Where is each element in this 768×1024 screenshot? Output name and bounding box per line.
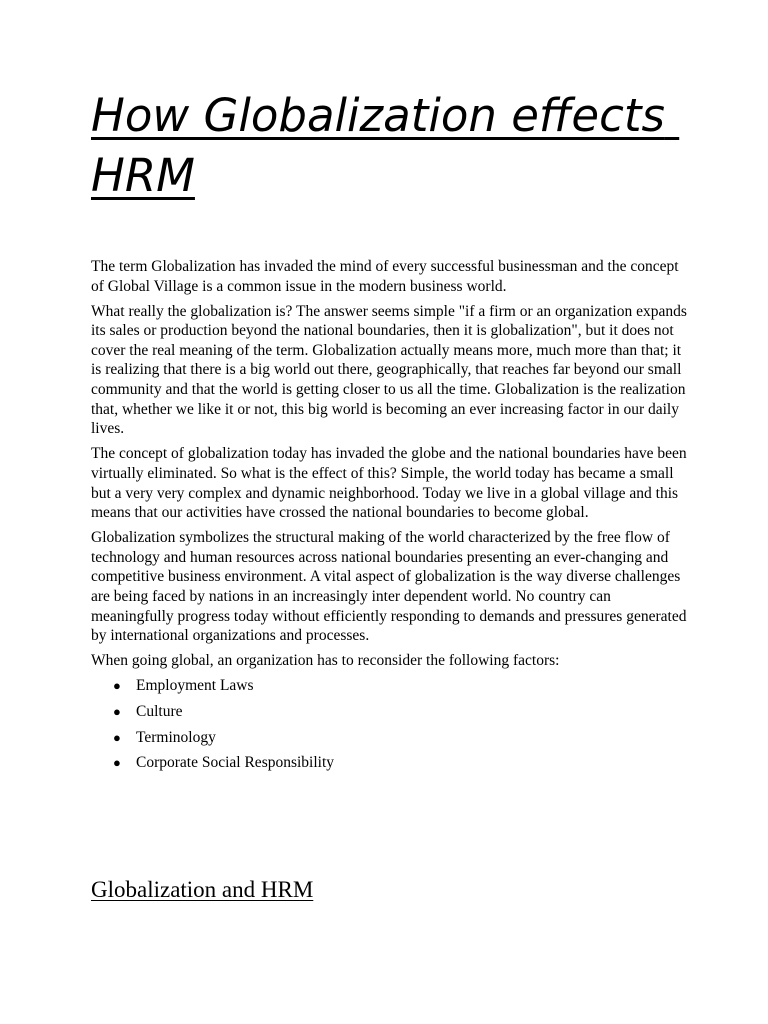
- paragraph-factors-intro: When going global, an organization has to reconsider the following factors:: [91, 652, 560, 670]
- paragraph-definition: What really the globalization is? The answer seems simple "if a firm or an organization expands its sales or production beyond the national boundaries, then it is globalization", but it does not cover the real meaning of the term. Globalization actually means more, much more than that; it is realizing that there is a big world out there, geographically, that reaches far beyond our small community and that the world is getting closer to us all the time. Globalization is the realization that, whether we like it or not, this big world is becoming an ever increasing factor in our daily lives.: [91, 302, 687, 438]
- paragraph-intro: The term Globalization has invaded the mind of every successful businessman and the concept of Global Village is a common issue in the modern business world.: [91, 258, 679, 295]
- section-heading: Globalization and HRM: [91, 877, 314, 902]
- bullet-icon: ●: [113, 703, 121, 719]
- factor-label: Terminology: [136, 728, 216, 746]
- bullet-icon: ●: [113, 678, 121, 694]
- bullet-icon: ●: [113, 755, 121, 771]
- document-body: [91, 257, 691, 779]
- list-item: [91, 676, 691, 702]
- factor-label: Culture: [136, 702, 183, 720]
- list-item: [91, 753, 691, 779]
- factor-label: Corporate Social Responsibility: [136, 754, 335, 772]
- factor-label: Employment Laws: [136, 677, 254, 695]
- paragraph-global-village: The concept of globalization today has invaded the globe and the national boundaries have been virtually eliminated. So what is the effect of this? Simple, the world today has became a small but a very very complex and dynamic neighborhood. Today we live in a global village and this means that our activities have crossed the national boundaries to become global.: [91, 445, 687, 522]
- bullet-icon: ●: [113, 729, 121, 745]
- list-item: [91, 728, 691, 754]
- list-item: [91, 702, 691, 728]
- factors-list: [91, 676, 691, 778]
- paragraph-structural: Globalization symbolizes the structural making of the world characterized by the free flow of technology and human resources across national boundaries presenting an ever-changing and competitive business environment. A vital aspect of globalization is the way diverse challenges are being faced by nations in an increasingly inter dependent world. No country can meaningfully progress today without efficiently responding to demands and pressures generated by international organizations and processes.: [91, 529, 687, 645]
- document-title: How Globalization effects HRM: [91, 89, 680, 202]
